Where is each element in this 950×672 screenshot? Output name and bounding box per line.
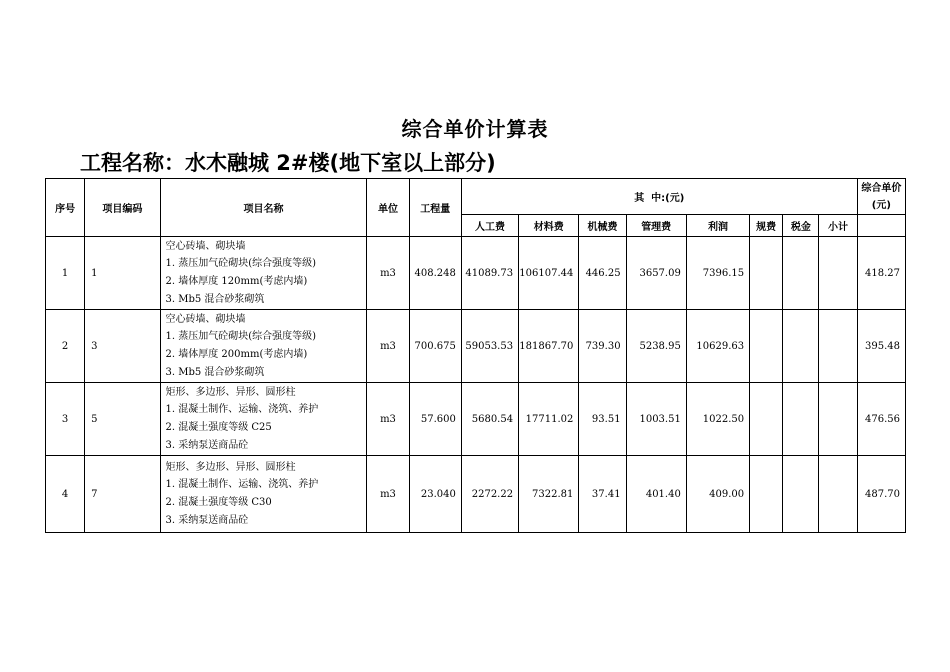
cell-code: 3 xyxy=(85,310,160,383)
table-row xyxy=(46,237,906,310)
header-labor: 人工费 xyxy=(461,215,518,237)
cell-subtotal xyxy=(819,310,857,383)
cell-material: 181867.70 xyxy=(519,310,579,383)
cell-qty: 700.675 xyxy=(409,310,461,383)
cell-seq: 1 xyxy=(46,237,85,310)
desc-line: 1. 混凝土制作、运输、浇筑、养护 xyxy=(165,479,319,491)
cell-profit: 1022.50 xyxy=(686,383,749,456)
header-subtotal: 小计 xyxy=(819,215,857,237)
cell-material: 106107.44 xyxy=(519,237,579,310)
header-name: 项目名称 xyxy=(160,179,367,237)
cell-machine: 446.25 xyxy=(579,237,626,310)
cell-description xyxy=(160,310,367,383)
cell-profit: 7396.15 xyxy=(686,237,749,310)
desc-line: 矩形、多边形、异形、圆形柱 xyxy=(165,386,296,398)
cell-subtotal xyxy=(819,383,857,456)
header-seq: 序号 xyxy=(46,179,85,237)
desc-line: 3. 采纳泵送商品砼 xyxy=(165,439,249,451)
cell-description xyxy=(160,237,367,310)
desc-line: 2. 墙体厚度 200mm(考虑内墙) xyxy=(165,349,308,360)
cell-fees xyxy=(750,310,783,383)
cell-labor: 41089.73 xyxy=(461,237,518,310)
cell-tax xyxy=(783,237,819,310)
desc-line: 1. 蒸压加气砼砌块(综合强度等级) xyxy=(165,331,317,343)
cell-seq: 3 xyxy=(46,383,85,456)
cell-profit: 10629.63 xyxy=(686,310,749,383)
cell-code: 5 xyxy=(85,383,160,456)
desc-line: 2. 混凝土强度等级 C30 xyxy=(165,497,272,508)
cell-seq: 4 xyxy=(46,456,85,533)
cell-fees xyxy=(750,383,783,456)
cell-fees xyxy=(750,237,783,310)
cell-code: 1 xyxy=(85,237,160,310)
cell-unit: m3 xyxy=(367,310,409,383)
cell-machine: 37.41 xyxy=(579,456,626,533)
cell-management: 5238.95 xyxy=(626,310,686,383)
cell-profit: 409.00 xyxy=(686,456,749,533)
header-of-which: 其 中:(元) xyxy=(461,179,857,215)
cell-subtotal xyxy=(819,237,857,310)
header-fees: 规费 xyxy=(750,215,783,237)
cell-material: 17711.02 xyxy=(519,383,579,456)
header-management: 管理费 xyxy=(626,215,686,237)
header-tax: 税金 xyxy=(783,215,819,237)
desc-line: 空心砖墙、砌块墙 xyxy=(165,240,246,252)
unit-price-table xyxy=(45,178,906,533)
cell-code: 7 xyxy=(85,456,160,533)
cell-qty: 23.040 xyxy=(409,456,461,533)
cell-qty: 57.600 xyxy=(409,383,461,456)
cell-fees xyxy=(750,456,783,533)
cell-management: 1003.51 xyxy=(626,383,686,456)
cell-management: 3657.09 xyxy=(626,237,686,310)
table-row xyxy=(46,383,906,456)
cell-labor: 59053.53 xyxy=(461,310,518,383)
cell-tax xyxy=(783,310,819,383)
desc-line: 3. Mb5 混合砂浆砌筑 xyxy=(165,293,265,305)
cell-unit-price: 418.27 xyxy=(857,237,905,310)
cell-seq: 2 xyxy=(46,310,85,383)
desc-line: 空心砖墙、砌块墙 xyxy=(165,313,246,325)
header-unit: 单位 xyxy=(367,179,409,237)
project-name: 工程名称：水木融城 2#楼(地下室以上部分) xyxy=(80,151,496,175)
desc-line: 1. 混凝土制作、运输、浇筑、养护 xyxy=(165,404,319,416)
cell-tax xyxy=(783,456,819,533)
desc-line: 3. Mb5 混合砂浆砌筑 xyxy=(165,366,265,378)
header-blank xyxy=(857,215,905,237)
cell-machine: 739.30 xyxy=(579,310,626,383)
cell-machine: 93.51 xyxy=(579,383,626,456)
cell-description xyxy=(160,383,367,456)
cell-unit-price: 476.56 xyxy=(857,383,905,456)
cell-description xyxy=(160,456,367,533)
header-material: 材料费 xyxy=(519,215,579,237)
cell-labor: 5680.54 xyxy=(461,383,518,456)
cell-tax xyxy=(783,383,819,456)
header-profit: 利润 xyxy=(686,215,749,237)
cell-unit: m3 xyxy=(367,456,409,533)
desc-line: 1. 蒸压加气砼砌块(综合强度等级) xyxy=(165,258,317,270)
table-row xyxy=(46,456,906,533)
desc-line: 3. 采纳泵送商品砼 xyxy=(165,514,249,526)
header-unit-price: 综合单价(元) xyxy=(857,179,905,215)
header-qty: 工程量 xyxy=(409,179,461,237)
header-machine: 机械费 xyxy=(579,215,626,237)
cell-management: 401.40 xyxy=(626,456,686,533)
page-title: 综合单价计算表 xyxy=(401,117,549,141)
desc-line: 矩形、多边形、异形、圆形柱 xyxy=(165,461,296,473)
cell-unit: m3 xyxy=(367,237,409,310)
cell-labor: 2272.22 xyxy=(461,456,518,533)
cell-unit-price: 395.48 xyxy=(857,310,905,383)
desc-line: 2. 混凝土强度等级 C25 xyxy=(165,422,272,433)
header-code: 项目编码 xyxy=(85,179,160,237)
desc-line: 2. 墙体厚度 120mm(考虑内墙) xyxy=(165,276,308,287)
cell-unit-price: 487.70 xyxy=(857,456,905,533)
cell-subtotal xyxy=(819,456,857,533)
table-row xyxy=(46,310,906,383)
cell-qty: 408.248 xyxy=(409,237,461,310)
cell-unit: m3 xyxy=(367,383,409,456)
cell-material: 7322.81 xyxy=(519,456,579,533)
